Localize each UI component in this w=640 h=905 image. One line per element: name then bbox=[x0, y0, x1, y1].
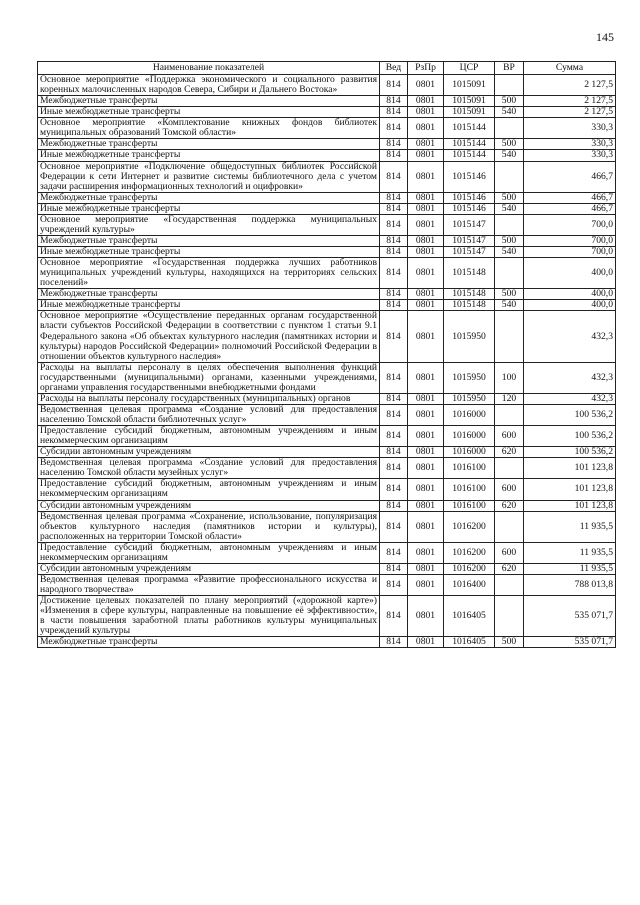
table-row bbox=[38, 150, 616, 161]
table-row bbox=[38, 447, 616, 458]
cell-sum: 101 123,8 bbox=[524, 500, 616, 511]
cell-vr: 540 bbox=[495, 150, 524, 161]
cell-csr: 1016200 bbox=[444, 511, 495, 542]
cell-sum: 700,0 bbox=[524, 214, 616, 235]
cell-rzpr: 0801 bbox=[408, 258, 444, 289]
cell-csr: 1015146 bbox=[444, 203, 495, 214]
cell-name: Субсидии автономным учреждениям bbox=[38, 447, 380, 458]
cell-csr: 1015148 bbox=[444, 300, 495, 311]
cell-name: Межбюджетные трансферты bbox=[38, 235, 380, 246]
cell-csr: 1016100 bbox=[444, 458, 495, 479]
cell-rzpr: 0801 bbox=[408, 542, 444, 563]
cell-vr: 620 bbox=[495, 500, 524, 511]
table-row bbox=[38, 96, 616, 107]
cell-rzpr: 0801 bbox=[408, 404, 444, 425]
table-row bbox=[38, 107, 616, 118]
cell-vr: 500 bbox=[495, 192, 524, 203]
cell-name: Ведомственная целевая программа «Развитие профессионального искусства и народного творчества» bbox=[38, 574, 380, 595]
table-row bbox=[38, 247, 616, 258]
table-row bbox=[38, 563, 616, 574]
cell-vr: 100 bbox=[495, 362, 524, 393]
table-body bbox=[38, 75, 616, 648]
cell-ved: 814 bbox=[380, 107, 408, 118]
cell-sum: 330,3 bbox=[524, 139, 616, 150]
table-row bbox=[38, 458, 616, 479]
cell-sum: 466,7 bbox=[524, 161, 616, 192]
cell-name: Межбюджетные трансферты bbox=[38, 289, 380, 300]
table-row bbox=[38, 404, 616, 425]
cell-csr: 1016000 bbox=[444, 447, 495, 458]
table-row bbox=[38, 289, 616, 300]
cell-ved: 814 bbox=[380, 300, 408, 311]
cell-name: Иные межбюджетные трансферты bbox=[38, 150, 380, 161]
cell-rzpr: 0801 bbox=[408, 563, 444, 574]
cell-vr: 540 bbox=[495, 107, 524, 118]
cell-name: Межбюджетные трансферты bbox=[38, 139, 380, 150]
cell-name: Иные межбюджетные трансферты bbox=[38, 300, 380, 311]
cell-csr: 1015147 bbox=[444, 235, 495, 246]
cell-csr: 1015144 bbox=[444, 150, 495, 161]
cell-sum: 788 013,8 bbox=[524, 574, 616, 595]
cell-vr bbox=[495, 458, 524, 479]
cell-sum: 466,7 bbox=[524, 192, 616, 203]
table-row bbox=[38, 235, 616, 246]
cell-sum: 400,0 bbox=[524, 289, 616, 300]
cell-ved: 814 bbox=[380, 214, 408, 235]
header-csr: ЦСР bbox=[444, 62, 495, 75]
cell-ved: 814 bbox=[380, 542, 408, 563]
cell-ved: 814 bbox=[380, 426, 408, 447]
cell-vr bbox=[495, 258, 524, 289]
table-row bbox=[38, 637, 616, 648]
cell-vr: 540 bbox=[495, 300, 524, 311]
cell-sum: 700,0 bbox=[524, 247, 616, 258]
cell-vr: 500 bbox=[495, 637, 524, 648]
cell-name: Расходы на выплаты персоналу государственных (муниципальных) органов bbox=[38, 393, 380, 404]
table-row bbox=[38, 393, 616, 404]
cell-sum: 2 127,5 bbox=[524, 75, 616, 96]
cell-ved: 814 bbox=[380, 637, 408, 648]
cell-sum: 2 127,5 bbox=[524, 107, 616, 118]
cell-ved: 814 bbox=[380, 311, 408, 362]
table-row bbox=[38, 203, 616, 214]
table-row bbox=[38, 574, 616, 595]
cell-vr: 500 bbox=[495, 235, 524, 246]
table-row bbox=[38, 511, 616, 542]
cell-rzpr: 0801 bbox=[408, 511, 444, 542]
cell-csr: 1016200 bbox=[444, 542, 495, 563]
cell-rzpr: 0801 bbox=[408, 426, 444, 447]
cell-rzpr: 0801 bbox=[408, 393, 444, 404]
cell-csr: 1016000 bbox=[444, 404, 495, 425]
cell-name: Иные межбюджетные трансферты bbox=[38, 107, 380, 118]
cell-sum: 330,3 bbox=[524, 118, 616, 139]
cell-sum: 535 071,7 bbox=[524, 596, 616, 637]
cell-ved: 814 bbox=[380, 447, 408, 458]
cell-name: Межбюджетные трансферты bbox=[38, 96, 380, 107]
table-row bbox=[38, 596, 616, 637]
cell-csr: 1015091 bbox=[444, 75, 495, 96]
cell-ved: 814 bbox=[380, 500, 408, 511]
cell-ved: 814 bbox=[380, 203, 408, 214]
cell-csr: 1015144 bbox=[444, 139, 495, 150]
cell-vr bbox=[495, 161, 524, 192]
cell-rzpr: 0801 bbox=[408, 574, 444, 595]
cell-vr: 500 bbox=[495, 139, 524, 150]
cell-csr: 1016100 bbox=[444, 500, 495, 511]
header-ved: Вед bbox=[380, 62, 408, 75]
cell-csr: 1016400 bbox=[444, 574, 495, 595]
table-row bbox=[38, 192, 616, 203]
header-rzpr: РзПр bbox=[408, 62, 444, 75]
cell-ved: 814 bbox=[380, 511, 408, 542]
cell-name: Основное мероприятие «Осуществление переданных органам государственной власти субъектов Российской Федерации в соответствии с пунктом 1 статьи 9.1 Федерального закона «Об объектах культурного наследия (памятниках истории и культуры) народов Российской Федерации» полномочий Российской Федерации в отношении объектов культурного наследия» bbox=[38, 311, 380, 362]
cell-sum: 330,3 bbox=[524, 150, 616, 161]
cell-rzpr: 0801 bbox=[408, 458, 444, 479]
cell-rzpr: 0801 bbox=[408, 447, 444, 458]
cell-ved: 814 bbox=[380, 574, 408, 595]
cell-sum: 11 935,5 bbox=[524, 542, 616, 563]
cell-rzpr: 0801 bbox=[408, 247, 444, 258]
cell-sum: 432,3 bbox=[524, 393, 616, 404]
table-row bbox=[38, 426, 616, 447]
cell-sum: 100 536,2 bbox=[524, 447, 616, 458]
cell-name: Иные межбюджетные трансферты bbox=[38, 203, 380, 214]
cell-csr: 1016100 bbox=[444, 479, 495, 500]
cell-name: Расходы на выплаты персоналу в целях обеспечения выполнения функций государственными (муниципальными) органами, казенными учреждениями, органами управления государственными внебюджетными фондами bbox=[38, 362, 380, 393]
cell-rzpr: 0801 bbox=[408, 192, 444, 203]
cell-csr: 1015950 bbox=[444, 393, 495, 404]
cell-sum: 100 536,2 bbox=[524, 426, 616, 447]
cell-sum: 535 071,7 bbox=[524, 637, 616, 648]
cell-rzpr: 0801 bbox=[408, 75, 444, 96]
cell-sum: 466,7 bbox=[524, 203, 616, 214]
cell-csr: 1015950 bbox=[444, 362, 495, 393]
cell-csr: 1015148 bbox=[444, 258, 495, 289]
cell-ved: 814 bbox=[380, 192, 408, 203]
cell-vr: 620 bbox=[495, 563, 524, 574]
cell-sum: 2 127,5 bbox=[524, 96, 616, 107]
cell-rzpr: 0801 bbox=[408, 637, 444, 648]
cell-ved: 814 bbox=[380, 404, 408, 425]
cell-name: Основное мероприятие «Подключение общедоступных библиотек Российской Федерации к сети Интернет и развитие системы библиотечного дела с учетом задачи расширения информационных технологий и оцифровки» bbox=[38, 161, 380, 192]
cell-vr bbox=[495, 214, 524, 235]
budget-table bbox=[37, 61, 616, 648]
cell-vr bbox=[495, 404, 524, 425]
cell-name: Субсидии автономным учреждениям bbox=[38, 500, 380, 511]
cell-ved: 814 bbox=[380, 247, 408, 258]
cell-csr: 1015091 bbox=[444, 96, 495, 107]
header-name: Наименование показателей bbox=[38, 62, 380, 75]
cell-ved: 814 bbox=[380, 479, 408, 500]
cell-csr: 1015091 bbox=[444, 107, 495, 118]
cell-csr: 1015950 bbox=[444, 311, 495, 362]
cell-csr: 1015148 bbox=[444, 289, 495, 300]
cell-sum: 432,3 bbox=[524, 362, 616, 393]
cell-vr: 600 bbox=[495, 542, 524, 563]
cell-sum: 700,0 bbox=[524, 235, 616, 246]
cell-ved: 814 bbox=[380, 458, 408, 479]
cell-rzpr: 0801 bbox=[408, 107, 444, 118]
cell-csr: 1016405 bbox=[444, 637, 495, 648]
cell-rzpr: 0801 bbox=[408, 235, 444, 246]
cell-name: Предоставление субсидий бюджетным, автономным учреждениям и иным некоммерческим организациям bbox=[38, 426, 380, 447]
cell-sum: 11 935,5 bbox=[524, 511, 616, 542]
cell-vr bbox=[495, 118, 524, 139]
table-row bbox=[38, 214, 616, 235]
cell-name: Субсидии автономным учреждениям bbox=[38, 563, 380, 574]
cell-name: Ведомственная целевая программа «Сохранение, использование, популяризация объектов культурного наследия (памятников истории и культуры), расположенных на территории Томской области» bbox=[38, 511, 380, 542]
cell-rzpr: 0801 bbox=[408, 214, 444, 235]
cell-rzpr: 0801 bbox=[408, 118, 444, 139]
cell-name: Основное мероприятие «Государственная поддержка лучших работников муниципальных учреждений культуры, находящихся на территориях сельских поселений» bbox=[38, 258, 380, 289]
cell-rzpr: 0801 bbox=[408, 161, 444, 192]
cell-vr: 120 bbox=[495, 393, 524, 404]
cell-rzpr: 0801 bbox=[408, 596, 444, 637]
table-row bbox=[38, 542, 616, 563]
cell-csr: 1015147 bbox=[444, 214, 495, 235]
cell-sum: 400,0 bbox=[524, 258, 616, 289]
cell-ved: 814 bbox=[380, 118, 408, 139]
cell-ved: 814 bbox=[380, 161, 408, 192]
cell-rzpr: 0801 bbox=[408, 479, 444, 500]
cell-rzpr: 0801 bbox=[408, 203, 444, 214]
cell-ved: 814 bbox=[380, 96, 408, 107]
cell-vr: 600 bbox=[495, 479, 524, 500]
cell-sum: 400,0 bbox=[524, 300, 616, 311]
table-row bbox=[38, 118, 616, 139]
cell-vr: 540 bbox=[495, 203, 524, 214]
cell-name: Основное мероприятие «Комплектование книжных фондов библиотек муниципальных образований Томской области» bbox=[38, 118, 380, 139]
cell-rzpr: 0801 bbox=[408, 150, 444, 161]
cell-name: Иные межбюджетные трансферты bbox=[38, 247, 380, 258]
cell-vr: 620 bbox=[495, 447, 524, 458]
page-number: 145 bbox=[596, 30, 614, 44]
cell-ved: 814 bbox=[380, 139, 408, 150]
cell-csr: 1016000 bbox=[444, 426, 495, 447]
header-vr: ВР bbox=[495, 62, 524, 75]
cell-sum: 100 536,2 bbox=[524, 404, 616, 425]
table-row bbox=[38, 75, 616, 96]
cell-sum: 101 123,8 bbox=[524, 458, 616, 479]
cell-vr bbox=[495, 574, 524, 595]
table-row bbox=[38, 362, 616, 393]
cell-name: Межбюджетные трансферты bbox=[38, 192, 380, 203]
table-row bbox=[38, 161, 616, 192]
cell-vr bbox=[495, 75, 524, 96]
cell-rzpr: 0801 bbox=[408, 96, 444, 107]
table-row bbox=[38, 311, 616, 362]
cell-ved: 814 bbox=[380, 235, 408, 246]
cell-vr: 500 bbox=[495, 289, 524, 300]
cell-csr: 1015147 bbox=[444, 247, 495, 258]
cell-vr bbox=[495, 511, 524, 542]
cell-ved: 814 bbox=[380, 362, 408, 393]
cell-csr: 1016405 bbox=[444, 596, 495, 637]
cell-rzpr: 0801 bbox=[408, 139, 444, 150]
cell-name: Основное мероприятие «Поддержка экономического и социального развития коренных малочисленных народов Севера, Сибири и Дальнего Востока» bbox=[38, 75, 380, 96]
cell-ved: 814 bbox=[380, 563, 408, 574]
cell-csr: 1015146 bbox=[444, 161, 495, 192]
cell-name: Межбюджетные трансферты bbox=[38, 637, 380, 648]
cell-sum: 101 123,8 bbox=[524, 479, 616, 500]
cell-ved: 814 bbox=[380, 150, 408, 161]
table-row bbox=[38, 300, 616, 311]
cell-csr: 1015144 bbox=[444, 118, 495, 139]
cell-ved: 814 bbox=[380, 258, 408, 289]
cell-vr: 540 bbox=[495, 247, 524, 258]
cell-name: Основное мероприятие «Государственная поддержка муниципальных учреждений культуры» bbox=[38, 214, 380, 235]
cell-name: Достижение целевых показателей по плану мероприятий («дорожной карте») «Изменения в сфере культуры, направленные на повышение её эффективности», в части повышения заработной платы работников культуры муниципальных учреждений культуры bbox=[38, 596, 380, 637]
table-header-row bbox=[38, 62, 616, 75]
table-row bbox=[38, 258, 616, 289]
cell-rzpr: 0801 bbox=[408, 311, 444, 362]
cell-rzpr: 0801 bbox=[408, 300, 444, 311]
header-sum: Сумма bbox=[524, 62, 616, 75]
cell-vr bbox=[495, 596, 524, 637]
cell-rzpr: 0801 bbox=[408, 289, 444, 300]
cell-name: Ведомственная целевая программа «Создание условий для предоставления населению Томской области музейных услуг» bbox=[38, 458, 380, 479]
cell-ved: 814 bbox=[380, 393, 408, 404]
cell-csr: 1016200 bbox=[444, 563, 495, 574]
cell-sum: 432,3 bbox=[524, 311, 616, 362]
cell-ved: 814 bbox=[380, 75, 408, 96]
cell-name: Предоставление субсидий бюджетным, автономным учреждениям и иным некоммерческим организациям bbox=[38, 479, 380, 500]
cell-name: Ведомственная целевая программа «Создание условий для предоставления населению Томской области библиотечных услуг» bbox=[38, 404, 380, 425]
table-row bbox=[38, 139, 616, 150]
table-row bbox=[38, 479, 616, 500]
cell-vr: 500 bbox=[495, 96, 524, 107]
cell-sum: 11 935,5 bbox=[524, 563, 616, 574]
cell-vr: 600 bbox=[495, 426, 524, 447]
cell-name: Предоставление субсидий бюджетным, автономным учреждениям и иным некоммерческим организациям bbox=[38, 542, 380, 563]
table-row bbox=[38, 500, 616, 511]
cell-vr bbox=[495, 311, 524, 362]
cell-csr: 1015146 bbox=[444, 192, 495, 203]
cell-ved: 814 bbox=[380, 596, 408, 637]
cell-ved: 814 bbox=[380, 289, 408, 300]
cell-rzpr: 0801 bbox=[408, 500, 444, 511]
cell-rzpr: 0801 bbox=[408, 362, 444, 393]
